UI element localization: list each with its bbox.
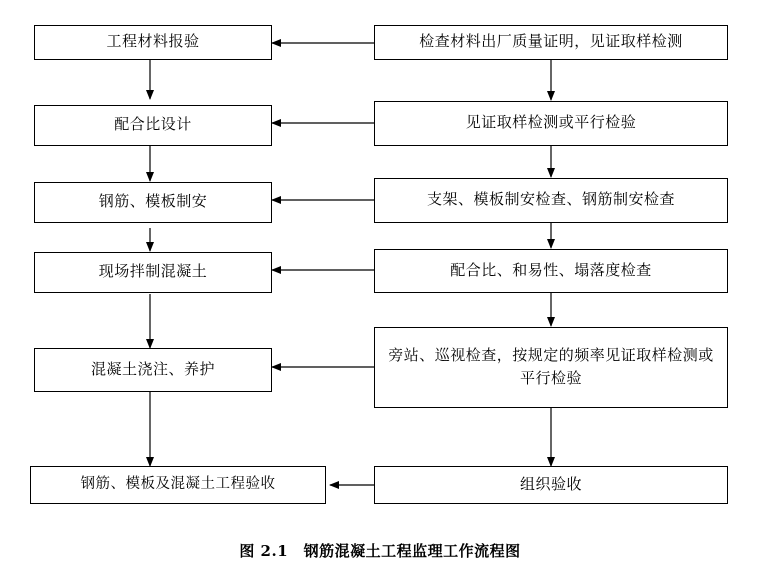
process-box-rebar-formwork[interactable]: 钢筋、模板制安: [34, 182, 272, 223]
check-box-factory-certificate[interactable]: 检查材料出厂质量证明，见证取样检测: [374, 25, 728, 60]
check-box-witness-sampling[interactable]: 见证取样检测或平行检验: [374, 101, 728, 146]
check-box-mix-workability-slump[interactable]: 配合比、和易性、塌落度检查: [374, 249, 728, 293]
process-box-mix-design[interactable]: 配合比设计: [34, 105, 272, 146]
check-box-sidestation-patrol[interactable]: 旁站、巡视检查，按规定的频率见证取样检测或平行检验: [374, 327, 728, 408]
process-box-onsite-mixing[interactable]: 现场拌制混凝土: [34, 252, 272, 293]
process-box-final-acceptance[interactable]: 钢筋、模板及混凝土工程验收: [30, 466, 326, 504]
process-box-pouring-curing[interactable]: 混凝土浇注、养护: [34, 348, 272, 392]
figure-caption: 图 2.1 钢筋混凝土工程监理工作流程图: [239, 542, 521, 560]
process-box-material-inspection[interactable]: 工程材料报验: [34, 25, 272, 60]
check-box-support-formwork-check[interactable]: 支架、模板制安检查、钢筋制安检查: [374, 178, 728, 223]
check-box-organize-acceptance[interactable]: 组织验收: [374, 466, 728, 504]
